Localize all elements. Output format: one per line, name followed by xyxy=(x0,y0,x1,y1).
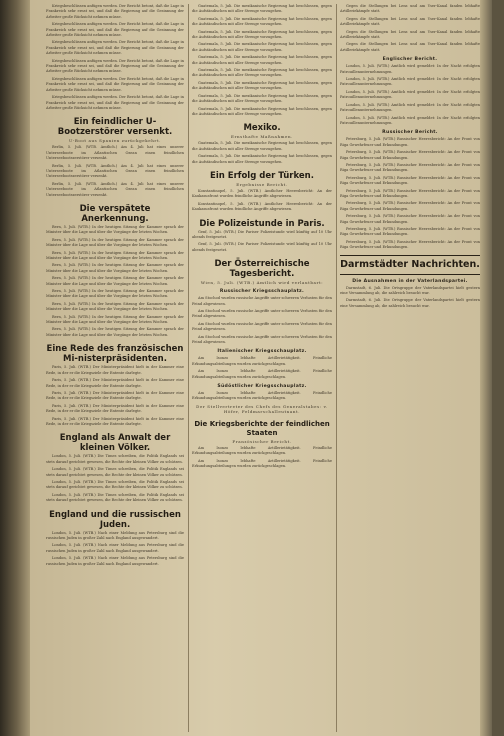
article-text: Bern, 5. Juli. (WTB.) In der heutigen Sitzung der Kammer sprach der Minister über die Lage und über die Vorgänge der letzten Wochen. xyxy=(46,250,184,260)
article-text: Paris, 5. Juli. (WTB.) Der Ministerpräsident hielt in der Kammer eine Rede, in der er die Kriegsziele der Entente darlegte. xyxy=(46,416,184,426)
headline: Ein Erfolg der Türken. xyxy=(210,170,314,181)
article-text: Paris, 5. Juli. (WTB.) Der Ministerpräsident hielt in der Kammer eine Rede, in der er die Kriegsziele der Entente darlegte. xyxy=(46,378,184,388)
signature: Der Stellvertreter des Chefs des Generalstabes: v. Höfer, Feldmarschalleutnant. xyxy=(196,403,328,414)
article-text: Bern, 5. Juli. (WTB.) In der heutigen Sitzung der Kammer sprach der Minister über die Lage und über die Vorgänge der letzten Wochen. xyxy=(46,327,184,337)
section-heading: Russischer Kriegsschauplatz. xyxy=(219,289,305,295)
article-text: London, 5. Juli. (WTB.) Die Times schreiben, die Politik Englands sei stets darauf gerichtet gewesen, die Rechte der kleinen Völker zu schützen. xyxy=(46,479,184,490)
article-text: Petersburg, 5. Juli. (WTB.) Russischer Heeresbericht: An der Front von Riga Gewehrfeuer und Erkundungen. xyxy=(340,137,480,147)
article-text: Bern, 5. Juli. (WTB.) In der heutigen Sitzung der Kammer sprach der Minister über die Lage und über die Vorgänge der letzten Wochen. xyxy=(46,263,184,273)
article-text: Genf, 5. Juli. (WTB.) Die Pariser Polizeistunde wird künftig auf 10 Uhr abends festgesetzt. xyxy=(192,242,332,252)
article-text: Petersburg, 5. Juli. (WTB.) Russischer Heeresbericht: An der Front von Riga Gewehrfeuer und Erkundungen. xyxy=(340,227,480,237)
article-text: Am Isonzo lebhafte Artillerietätigkeit. Feindliche Erkundungsabteilungen wurden zurückgeschlagen. xyxy=(192,391,332,401)
article-text: Genf, 5. Juli. (WTB.) Die Pariser Polizeistunde wird künftig auf 10 Uhr abends festgesetzt. xyxy=(192,229,332,239)
article-text: London, 5. Juli. (WTB.) Die Times schreiben, die Politik Englands sei stets darauf gerichtet gewesen, die Rechte der kleinen Völker zu schützen. xyxy=(46,454,184,464)
article-text: Bern, 5. Juli. (WTB.) In der heutigen Sitzung der Kammer sprach der Minister über die Lage und über die Vorgänge der letzten Wochen. xyxy=(46,301,184,312)
article-text: Gegen die Stellungen bei Lens und am Yser-Kanal fanden lebhafte Artilleriekämpfe statt. xyxy=(340,29,480,40)
article-text: Bern, 5. Juli. (WTB.) In der heutigen Sitzung der Kammer sprach der Minister über die Lage und über die Vorgänge der letzten Wochen. xyxy=(46,314,184,325)
article-text: Petersburg, 5. Juli. (WTB.) Russischer Heeresbericht: An der Front von Riga Gewehrfeuer und Erkundungen. xyxy=(340,239,480,250)
subheadline: Die Ausnahmen in der Vaterlandspartei. xyxy=(352,278,468,284)
subheadline: Französischer Bericht. xyxy=(232,438,292,444)
article-text: Kriegsbeschlüssen anfügen werden. Der Bericht betont, daß die Lage in Frankreich sehr ernst sei, und daß die Regierung auf die Gesinnung der Arbeiter große Rücksicht nehmen müsse. xyxy=(46,22,184,38)
article-text: Petersburg, 5. Juli. (WTB.) Russischer Heeresbericht: An der Front von Riga Gewehrfeuer und Erkundungen. xyxy=(340,188,480,198)
article-text: London, 5. Juli. (WTB.) Nach einer Meldung aus Petersburg sind die russischen Juden in großer Zahl nach England ausgewandert. xyxy=(46,556,184,566)
article-text: Guatemala, 5. Juli. Die mexikanische Regierung hat beschlossen, gegen die Aufständischen mit aller Strenge vorzugehen. xyxy=(192,154,332,164)
article-text: Guatemala, 5. Juli. Die mexikanische Regierung hat beschlossen, gegen die Aufständischen mit aller Strenge vorzugehen. xyxy=(192,4,332,14)
section-heading: Englischer Bericht. xyxy=(382,57,438,63)
middle-column xyxy=(192,4,332,732)
article-text: Am Stochod wurden russische Angriffe unter schweren Verlusten für den Feind abgewiesen. xyxy=(192,321,332,332)
article-text: Berlin, 5. Juli. (WTB. Amtlich.) Am 4. Juli hat eines unserer Unterseeboote im Atlantischen Ozean einen feindlichen Unterseebootszerstörer versenkt. xyxy=(46,163,184,179)
article-text: Bern, 5. Juli. (WTB.) In der heutigen Sitzung der Kammer sprach der Minister über die Lage und über die Vorgänge der letzten Wochen. xyxy=(46,237,184,248)
article-text: Kriegsbeschlüssen anfügen werden. Der Bericht betont, daß die Lage in Frankreich sehr ernst sei, und daß die Regierung auf die Gesinnung der Arbeiter große Rücksicht nehmen müsse. xyxy=(46,58,184,74)
newspaper-page xyxy=(30,0,492,736)
article-text: Darmstadt, 6. Juli. Die Ortsgruppe der Vaterlandspartei hielt gestern eine Versammlung ab, die zahlreich besucht war. xyxy=(340,285,480,296)
column-rule xyxy=(188,4,189,732)
headline: Die Kriegsberichte der feindlichen Staaten xyxy=(194,419,330,437)
article-text: Berlin, 5. Juli. (WTB. Amtlich.) Am 4. Juli hat eines unserer Unterseeboote im Atlantischen Ozean einen feindlichen Unterseebootszerstörer versenkt. xyxy=(46,181,184,197)
article-text: Kriegsbeschlüssen anfügen werden. Der Bericht betont, daß die Lage in Frankreich sehr ernst sei, und daß die Regierung auf die Gesinnung der Arbeiter große Rücksicht nehmen müsse. xyxy=(46,4,184,19)
article-text: Am Stochod wurden russische Angriffe unter schweren Verlusten für den Feind abgewiesen. xyxy=(192,334,332,345)
headline: Die verspätete Anerkennung. xyxy=(79,203,151,224)
article-text: Guatemala, 5. Juli. Die mexikanische Regierung hat beschlossen, gegen die Aufständischen mit aller Strenge vorzugehen. xyxy=(192,55,332,65)
section-banner xyxy=(340,255,480,275)
section-heading: Russischer Bericht. xyxy=(382,130,438,136)
article-text: Bern, 5. Juli. (WTB.) In der heutigen Sitzung der Kammer sprach der Minister über die Lage und über die Vorgänge der letzten Wochen. xyxy=(46,224,184,235)
article-text: Petersburg, 5. Juli. (WTB.) Russischer Heeresbericht: An der Front von Riga Gewehrfeuer und Erkundungen. xyxy=(340,175,480,186)
article-text: Petersburg, 5. Juli. (WTB.) Russischer Heeresbericht: An der Front von Riga Gewehrfeuer und Erkundungen. xyxy=(340,201,480,211)
book-binding xyxy=(0,0,30,736)
article-text: Guatemala, 5. Juli. Die mexikanische Regierung hat beschlossen, gegen die Aufständischen mit aller Strenge vorzugehen. xyxy=(192,80,332,91)
headline: Ein feindlicher U-Bootzerstörer versenkt. xyxy=(57,117,173,138)
article-text: London, 5. Juli. (WTB.) Nach einer Meldung aus Petersburg sind die russischen Juden in großer Zahl nach England ausgewandert. xyxy=(46,543,184,553)
headline: Der Österreichische Tagesbericht. xyxy=(214,259,310,280)
article-text: Paris, 5. Juli. (WTB.) Der Ministerpräsident hielt in der Kammer eine Rede, in der er die Kriegsziele der Entente darlegte. xyxy=(46,403,184,414)
headline: England als Anwalt der kleinen Völker. xyxy=(59,433,171,454)
article-text: Am Stochod wurden russische Angriffe unter schweren Verlusten für den Feind abgewiesen. xyxy=(192,296,332,306)
article-text: Guatemala, 5. Juli. Die mexikanische Regierung hat beschlossen, gegen die Aufständischen mit aller Strenge vorzugehen. xyxy=(192,106,332,116)
article-text: Petersburg, 5. Juli. (WTB.) Russischer Heeresbericht: An der Front von Riga Gewehrfeuer und Erkundungen. xyxy=(340,150,480,160)
article-text: Bern, 5. Juli. (WTB.) In der heutigen Sitzung der Kammer sprach der Minister über die Lage und über die Vorgänge der letzten Wochen. xyxy=(46,289,184,299)
article-text: London, 5. Juli. (WTB.) Die Times schreiben, die Politik Englands sei stets darauf gerichtet gewesen, die Rechte der kleinen Völker zu schützen. xyxy=(46,467,184,477)
article-text: Am Isonzo lebhafte Artillerietätigkeit. Feindliche Erkundungsabteilungen wurden zurückgeschlagen. xyxy=(192,369,332,379)
subheadline: Ergebnisse Bericht. xyxy=(236,181,288,187)
section-heading: Südöstlicher Kriegsschauplatz. xyxy=(217,384,307,390)
article-text: London, 5. Juli. (WTB.) Amtlich wird gemeldet: In der Nacht erfolgten Patrouillenunternehmungen. xyxy=(340,89,480,100)
article-text: London, 5. Juli. (WTB.) Amtlich wird gemeldet: In der Nacht erfolgten Patrouillenunternehmungen. xyxy=(340,102,480,113)
article-text: Am Stochod wurden russische Angriffe unter schweren Verlusten für den Feind abgewiesen. xyxy=(192,309,332,319)
article-text: Am Isonzo lebhafte Artillerietätigkeit. Feindliche Erkundungsabteilungen wurden zurückgeschlagen. xyxy=(192,445,332,456)
headline: Eine Rede des französischen Mi-nisterpräsidenten. xyxy=(46,344,184,365)
article-text: London, 5. Juli. (WTB.) Amtlich wird gemeldet: In der Nacht erfolgten Patrouillenunternehmungen. xyxy=(340,115,480,125)
article-text: Paris, 5. Juli. (WTB.) Der Ministerpräsident hielt in der Kammer eine Rede, in der er die Kriegsziele der Entente darlegte. xyxy=(46,390,184,401)
article-text: Am Isonzo lebhafte Artillerietätigkeit. Feindliche Erkundungsabteilungen wurden zurückgeschlagen. xyxy=(192,356,332,366)
article-text: Berlin, 5. Juli. (WTB. Amtlich.) Am 4. Juli hat eines unserer Unterseeboote im Atlantischen Ozean einen feindlichen Unterseebootszerstörer versenkt. xyxy=(46,145,184,161)
article-text: Guatemala, 5. Juli. Die mexikanische Regierung hat beschlossen, gegen die Aufständischen mit aller Strenge vorzugehen. xyxy=(192,68,332,78)
article-text: Bern, 5. Juli. (WTB.) In der heutigen Sitzung der Kammer sprach der Minister über die Lage und über die Vorgänge der letzten Wochen. xyxy=(46,276,184,286)
article-text: London, 5. Juli. (WTB.) Die Times schreiben, die Politik Englands sei stets darauf gerichtet gewesen, die Rechte der kleinen Völker zu schützen. xyxy=(46,492,184,503)
subheadline: Ernsthafte Maßnahmen. xyxy=(230,134,294,140)
section-heading: Italienischer Kriegsschauplatz. xyxy=(217,349,307,355)
article-text: Am Isonzo lebhafte Artillerietätigkeit. Feindliche Erkundungsabteilungen wurden zurückgeschlagen. xyxy=(192,458,332,469)
article-text: Guatemala, 5. Juli. Die mexikanische Regierung hat beschlossen, gegen die Aufständischen mit aller Strenge vorzugehen. xyxy=(192,42,332,52)
headline: England und die russischen Juden. xyxy=(49,509,181,530)
article-text: Guatemala, 5. Juli. Die mexikanische Regierung hat beschlossen, gegen die Aufständischen mit aller Strenge vorzugehen. xyxy=(192,16,332,27)
article-text: Gegen die Stellungen bei Lens und am Yser-Kanal fanden lebhafte Artilleriekämpfe statt. xyxy=(340,16,480,27)
subheadline: Wien, 5. Juli. (WTB.) Amtlich wird verlautbart: xyxy=(200,280,324,286)
article-text: Guatemala, 5. Juli. Die mexikanische Regierung hat beschlossen, gegen die Aufständischen mit aller Strenge vorzugehen. xyxy=(192,93,332,104)
article-text: Darmstadt, 6. Juli. Die Ortsgruppe der Vaterlandspartei hielt gestern eine Versammlung ab, die zahlreich besucht war. xyxy=(340,298,480,308)
column-rule xyxy=(336,4,337,732)
article-text: London, 5. Juli. (WTB.) Amtlich wird gemeldet: In der Nacht erfolgten Patrouillenunternehmungen. xyxy=(340,77,480,87)
article-text: Kriegsbeschlüssen anfügen werden. Der Bericht betont, daß die Lage in Frankreich sehr ernst sei, und daß die Regierung auf die Gesinnung der Arbeiter große Rücksicht nehmen müsse. xyxy=(46,76,184,92)
headline: Mexiko. xyxy=(243,123,281,134)
subheadline: U-Boot aus Spanien zurückgekehrt. xyxy=(68,138,162,144)
section-title: Darmstädter Nachrichten. xyxy=(340,258,480,270)
article-text: Petersburg, 5. Juli. (WTB.) Russischer Heeresbericht: An der Front von Riga Gewehrfeuer und Erkundungen. xyxy=(340,214,480,224)
article-text: Konstantinopel, 5. Juli. (WTB.) Amtlicher Heeresbericht: An der Kaukasusfront wurden feindliche Angriffe abgewiesen. xyxy=(192,188,332,199)
article-text: Kriegsbeschlüssen anfügen werden. Der Bericht betont, daß die Lage in Frankreich sehr ernst sei, und daß die Regierung auf die Gesinnung der Arbeiter große Rücksicht nehmen müsse. xyxy=(46,95,184,110)
article-text: London, 5. Juli. (WTB.) Nach einer Meldung aus Petersburg sind die russischen Juden in großer Zahl nach England ausgewandert. xyxy=(46,530,184,540)
article-text: Petersburg, 5. Juli. (WTB.) Russischer Heeresbericht: An der Front von Riga Gewehrfeuer und Erkundungen. xyxy=(340,162,480,173)
article-text: Kriegsbeschlüssen anfügen werden. Der Bericht betont, daß die Lage in Frankreich sehr ernst sei, und daß die Regierung auf die Gesinnung der Arbeiter große Rücksicht nehmen müsse. xyxy=(46,40,184,56)
right-column xyxy=(340,4,480,732)
left-column xyxy=(46,4,184,732)
article-text: Gegen die Stellungen bei Lens und am Yser-Kanal fanden lebhafte Artilleriekämpfe statt. xyxy=(340,4,480,14)
article-text: Paris, 5. Juli. (WTB.) Der Ministerpräsident hielt in der Kammer eine Rede, in der er die Kriegsziele der Entente darlegte. xyxy=(46,365,184,375)
article-text: Guatemala, 5. Juli. Die mexikanische Regierung hat beschlossen, gegen die Aufständischen mit aller Strenge vorzugehen. xyxy=(192,29,332,40)
article-text: London, 5. Juli. (WTB.) Amtlich wird gemeldet: In der Nacht erfolgten Patrouillenunternehmungen. xyxy=(340,64,480,74)
article-text: Gegen die Stellungen bei Lens und am Yser-Kanal fanden lebhafte Artilleriekämpfe statt. xyxy=(340,42,480,52)
page-edge xyxy=(480,0,492,736)
article-text: Guatemala, 5. Juli. Die mexikanische Regierung hat beschlossen, gegen die Aufständischen mit aller Strenge vorzugehen. xyxy=(192,141,332,151)
article-text: Konstantinopel, 5. Juli. (WTB.) Amtlicher Heeresbericht: An der Kaukasusfront wurden feindliche Angriffe abgewiesen. xyxy=(192,201,332,212)
headline: Die Polizeistunde in Paris. xyxy=(199,218,325,229)
